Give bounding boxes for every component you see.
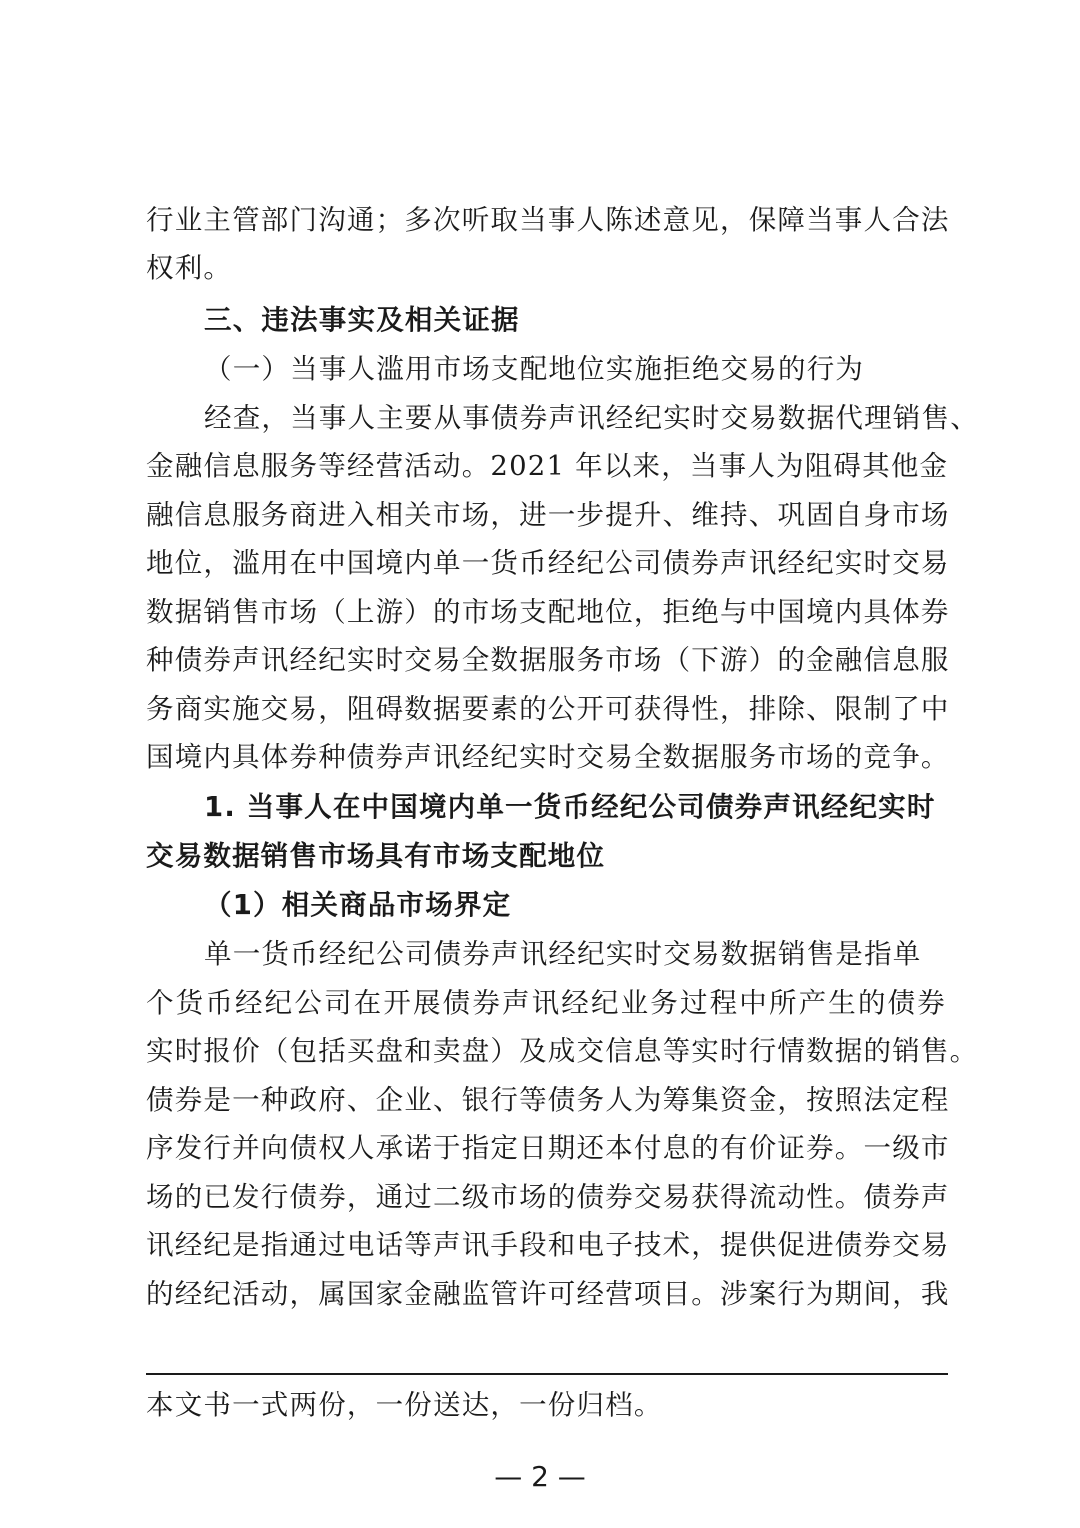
page-number: — 2 — (494, 1460, 586, 1493)
paragraph-line: 场的已发行债券，通过二级市场的债券交易获得流动性。债券声 (146, 1181, 950, 1213)
paragraph-line: 经查，当事人主要从事债券声讯经纪实时交易数据代理销售、 (204, 402, 979, 434)
footnote: 本文书一式两份，一份送达，一份归档。 (146, 1389, 663, 1421)
paragraph-line: 实时报价（包括买盘和卖盘）及成交信息等实时行情数据的销售。 (146, 1035, 979, 1067)
paragraph-line: 地位，滥用在中国境内单一货币经纪公司债券声讯经纪实时交易 (146, 547, 950, 579)
section-heading: 三、违法事实及相关证据 (204, 304, 520, 336)
paragraph-line: 序发行并向债权人承诺于指定日期还本付息的有价证券。一级市 (146, 1132, 950, 1164)
paragraph-line: 务商实施交易，阻碍数据要素的公开可获得性，排除、限制了中 (146, 693, 950, 725)
paragraph-line: 行业主管部门沟通；多次听取当事人陈述意见，保障当事人合法 (146, 204, 950, 236)
paragraph-line: 种债券声讯经纪实时交易全数据服务市场（下游）的金融信息服 (146, 644, 950, 676)
paragraph-line: 权利。 (146, 252, 233, 284)
paragraph-line: 债券是一种政府、企业、银行等债务人为筹集资金，按照法定程 (146, 1084, 950, 1116)
paragraph-line: 融信息服务商进入相关市场，进一步提升、维持、巩固自身市场 (146, 499, 950, 531)
footnote-divider (146, 1373, 948, 1375)
paragraph-line: 数据销售市场（上游）的市场支配地位，拒绝与中国境内具体券 (146, 596, 950, 628)
paragraph-line: 国境内具体券种债券声讯经纪实时交易全数据服务市场的竞争。 (146, 741, 950, 773)
paragraph-line: 讯经纪是指通过电话等声讯手段和电子技术，提供促进债券交易 (146, 1229, 950, 1261)
numbered-heading-cont: 交易数据销售市场具有市场支配地位 (146, 840, 606, 872)
sub-heading: （1）相关商品市场界定 (204, 889, 512, 921)
paragraph-line: 单一货币经纪公司债券声讯经纪实时交易数据销售是指单 (204, 938, 922, 970)
paragraph-line: 的经纪活动，属国家金融监管许可经营项目。涉案行为期间，我 (146, 1278, 950, 1310)
paragraph-line: 金融信息服务等经营活动。2021 年以来，当事人为阻碍其他金 (146, 450, 949, 482)
subsection-heading: （一）当事人滥用市场支配地位实施拒绝交易的行为 (204, 353, 865, 385)
numbered-heading: 1. 当事人在中国境内单一货币经纪公司债券声讯经纪实时 (204, 791, 936, 823)
paragraph-line: 个货币经纪公司在开展债券声讯经纪业务过程中所产生的债券 (146, 987, 946, 1019)
